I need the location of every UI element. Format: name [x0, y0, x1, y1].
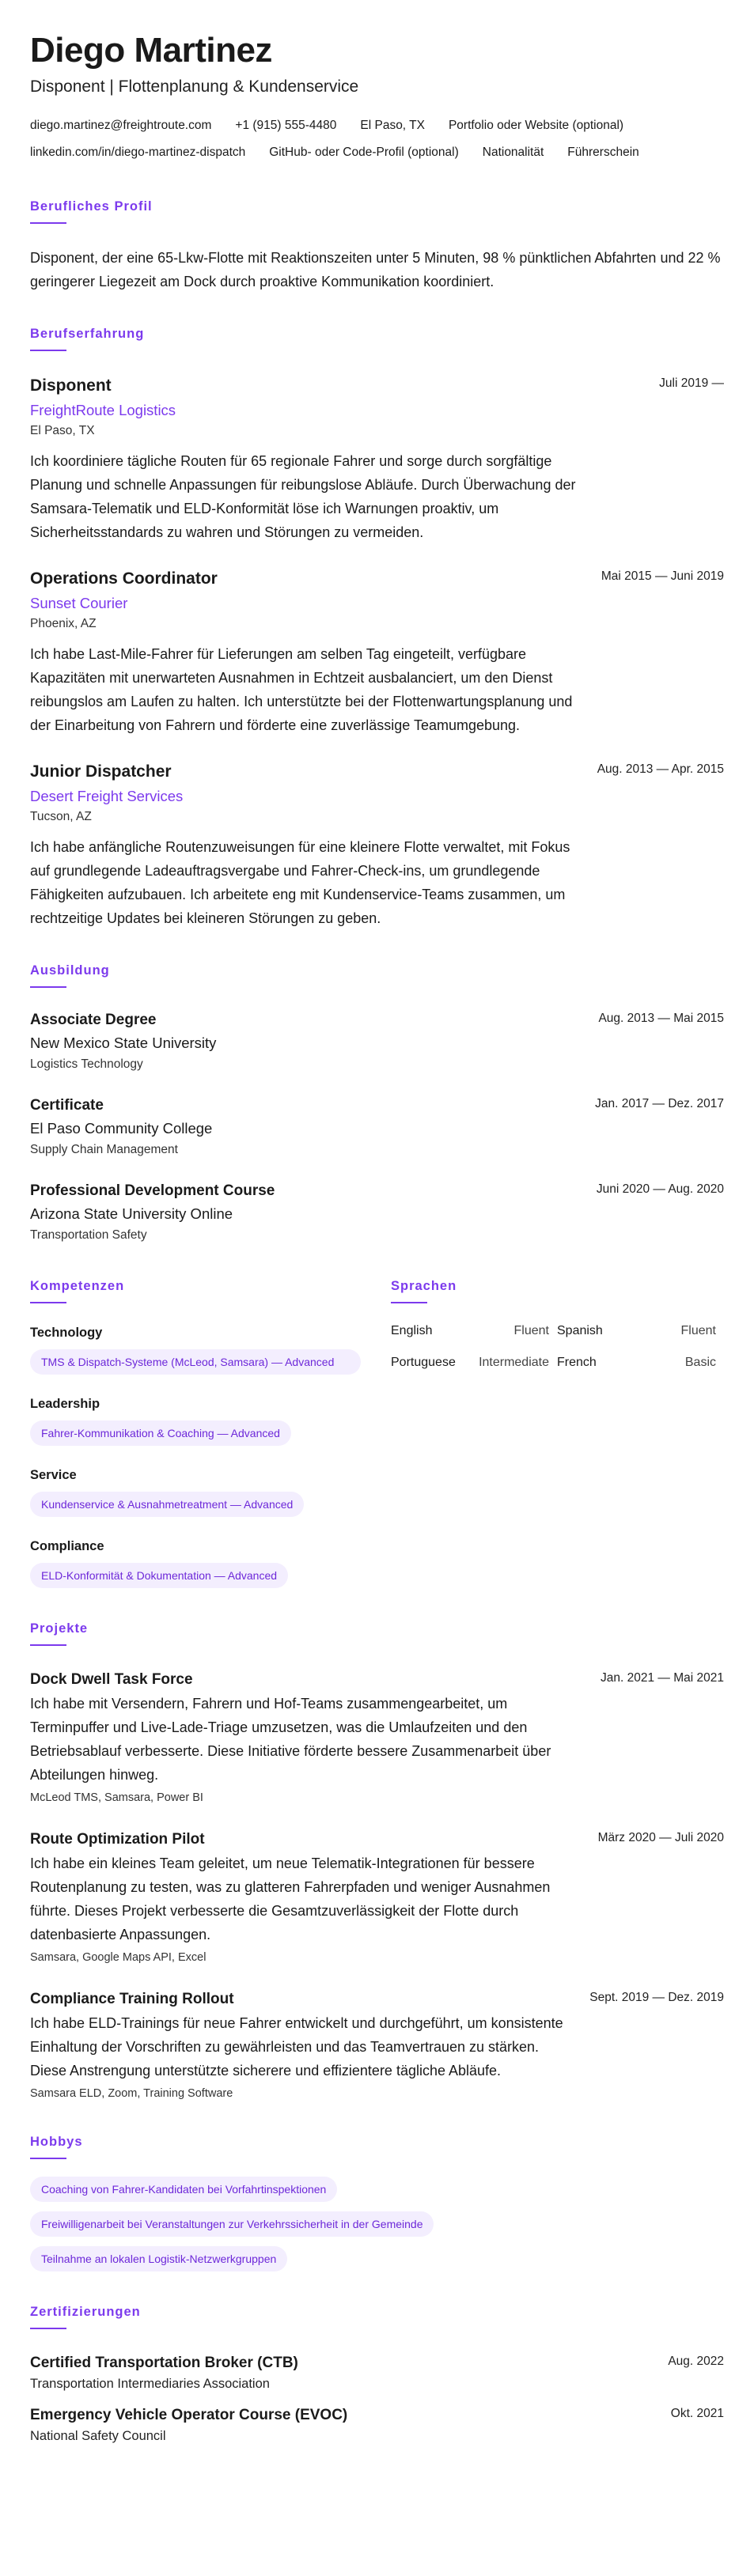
experience-date: Mai 2015 — Juni 2019 [601, 569, 724, 583]
language-list [391, 1324, 724, 1370]
section-projects [30, 1621, 724, 2101]
section-title: Berufliches Profil [30, 199, 153, 214]
profile-summary: Disponent, der eine 65-Lkw-Flotte mit Reaktionszeiten unter 5 Minuten, 98 % pünktlichen Abfahrten und 22 % geringerer Liegezeit am Dock durch proaktive Kommunikation koordiniert. [30, 250, 721, 289]
contact-license: Führerschein [567, 146, 639, 159]
education-school: Arizona State University Online [30, 1205, 233, 1222]
project-date: Jan. 2021 — Mai 2021 [601, 1671, 724, 1685]
skill-category: Leadership [30, 1397, 100, 1411]
certification-date: Aug. 2022 [668, 2355, 724, 2368]
experience-date: Aug. 2013 — Apr. 2015 [597, 762, 724, 776]
experience-title: Junior Dispatcher [30, 762, 172, 781]
experience-company: Desert Freight Services [30, 788, 184, 804]
experience-location: Tucson, AZ [30, 810, 92, 823]
contact-email[interactable]: diego.martinez@freightroute.com [30, 119, 212, 132]
skill-group [30, 1324, 361, 1375]
section-title: Sprachen [391, 1279, 457, 1293]
skill-group [30, 1538, 361, 1588]
experience-description: Ich habe Last-Mile-Fahrer für Lieferungen am selben Tag eingeteilt, verfügbare Kapazitäten mit unerwarteten Ausnahmen in Echtzeit ausbalanciert, um den Dienst reibungslos am Laufen zu halten. Ich unterstützte bei der Flottenwartungsplanung und der Einarbeitung von Fahrern und förderte eine zuverlässige Teamumgebung. [30, 646, 573, 733]
section-title: Hobbys [30, 2135, 83, 2149]
language-name: Portuguese [391, 1356, 456, 1369]
language-level: Fluent [513, 1324, 549, 1337]
education-item [30, 1010, 724, 1073]
education-item [30, 1095, 724, 1159]
section-divider [391, 1302, 427, 1303]
project-item [30, 1670, 724, 1806]
section-divider [30, 222, 66, 224]
project-title: Dock Dwell Task Force [30, 1671, 193, 1688]
contact-list [30, 112, 695, 166]
certification-item [30, 2353, 724, 2393]
section-title: Projekte [30, 1621, 89, 1636]
project-item [30, 1989, 724, 2101]
education-school: El Paso Community College [30, 1120, 213, 1137]
skill-chip: Kundenservice & Ausnahmetreatment — Advanced [30, 1492, 304, 1517]
skill-group [30, 1466, 361, 1517]
section-title: Berufserfahrung [30, 327, 145, 341]
section-profile [30, 199, 724, 293]
education-field: Logistics Technology [30, 1057, 143, 1071]
hobby-chip: Freiwilligenarbeit bei Veranstaltungen zur Verkehrssicherheit in der Gemeinde [30, 2211, 434, 2237]
education-degree: Associate Degree [30, 1012, 157, 1028]
project-tech: Samsara ELD, Zoom, Training Software [30, 2087, 233, 2100]
experience-title: Disponent [30, 376, 112, 395]
language-name: French [557, 1356, 597, 1369]
language-level: Fluent [680, 1324, 716, 1337]
education-school: New Mexico State University [30, 1035, 217, 1051]
section-divider [30, 1644, 66, 1646]
certification-date: Okt. 2021 [670, 2407, 724, 2420]
hobby-chip: Teilnahme an lokalen Logistik-Netzwerkgruppen [30, 2246, 287, 2271]
experience-item [30, 761, 724, 930]
section-experience [30, 327, 724, 930]
skill-group [30, 1395, 361, 1446]
section-divider [30, 2328, 66, 2329]
contact-phone[interactable]: +1 (915) 555-4480 [235, 119, 337, 132]
language-level: Basic [684, 1356, 716, 1369]
section-education [30, 963, 724, 1244]
project-title: Route Optimization Pilot [30, 1831, 205, 1848]
section-divider [30, 350, 66, 351]
skill-category: Compliance [30, 1539, 104, 1553]
contact-linkedin[interactable]: linkedin.com/in/diego-martinez-dispatch [30, 146, 246, 159]
section-skills [30, 1279, 361, 1588]
section-hobbies [30, 2135, 724, 2271]
hobby-chip: Coaching von Fahrer-Kandidaten bei Vorfahrtinspektionen [30, 2177, 337, 2202]
certification-title: Emergency Vehicle Operator Course (EVOC) [30, 2407, 348, 2423]
education-date: Aug. 2013 — Mai 2015 [598, 1012, 724, 1025]
project-date: Sept. 2019 — Dez. 2019 [589, 1991, 724, 2004]
candidate-headline: Disponent | Flottenplanung & Kundenservice [30, 78, 359, 96]
experience-description: Ich koordiniere tägliche Routen für 65 regionale Fahrer und sorge durch sorgfältige Planung und schnelle Anpassungen für reibungslose Abläufe. Durch Überwachung der Samsara-Telematik und ELD-Konformität löse ich Warnungen proaktiv, um Sicherheitsstandards zu wahren und Störungen zu vermeiden. [30, 453, 576, 540]
education-item [30, 1181, 724, 1244]
section-divider [30, 1302, 66, 1303]
section-divider [30, 2158, 66, 2159]
experience-title: Operations Coordinator [30, 569, 218, 588]
skill-chip: ELD-Konformität & Dokumentation — Advanced [30, 1563, 288, 1588]
contact-github[interactable]: GitHub- oder Code-Profil (optional) [269, 146, 459, 159]
project-item [30, 1829, 724, 1965]
project-description: Ich habe ein kleines Team geleitet, um neue Telematik-Integrationen für bessere Routenplanung zu testen, was zu glatteren Fahrerpfaden und weniger Ausnahmen führte. Dieses Projekt verbesserte die Gesamtzuverlässigkeit der Flotte durch datenbasierte Anpassungen. [30, 1855, 551, 1942]
resume-header [30, 30, 724, 166]
certification-item [30, 2405, 724, 2445]
education-date: Juni 2020 — Aug. 2020 [596, 1182, 724, 1196]
language-level: Intermediate [479, 1356, 549, 1369]
experience-description: Ich habe anfängliche Routenzuweisungen für eine kleinere Flotte verwaltet, mit Fokus auf grundlegende Ladeauftragsvergabe und Fahrer-Check-ins, um grundlegende Fähigkeiten aufzubauen. Ich arbeitete eng mit Kundenservice-Teams zusammen, um rechtzeitige Updates bei kleineren Störungen zu geben. [30, 839, 570, 926]
section-certifications [30, 2305, 724, 2445]
contact-nationality: Nationalität [482, 146, 544, 159]
experience-item [30, 568, 724, 737]
contact-location: El Paso, TX [360, 119, 425, 132]
section-divider [30, 986, 66, 988]
skills-languages-row [30, 1279, 724, 1588]
skill-chip: Fahrer-Kommunikation & Coaching — Advanced [30, 1420, 291, 1446]
skill-category: Service [30, 1468, 77, 1482]
project-description: Ich habe mit Versendern, Fahrern und Hof-Teams zusammengearbeitet, um Terminpuffer und Live-Lade-Triage umzusetzen, was die Umlaufzeiten und den Betriebsablauf verbesserte. Diese Initiative förderte bessere Zusammenarbeit über Abteilungen hinweg. [30, 1696, 551, 1783]
section-title: Ausbildung [30, 963, 110, 978]
section-languages [391, 1279, 724, 1588]
education-degree: Certificate [30, 1097, 104, 1114]
education-field: Transportation Safety [30, 1228, 147, 1242]
experience-company: Sunset Courier [30, 595, 128, 611]
project-description: Ich habe ELD-Trainings für neue Fahrer entwickelt und durchgeführt, um konsistente Einhaltung der Vorschriften zu gewährleisten und das Teamvertrauen zu stärken. Diese Anstrengung unterstützte sicherere und effizientere tägliche Abläufe. [30, 2015, 563, 2079]
certification-issuer: National Safety Council [30, 2429, 166, 2443]
project-date: März 2020 — Juli 2020 [597, 1831, 724, 1844]
education-date: Jan. 2017 — Dez. 2017 [595, 1097, 724, 1110]
hobby-list [30, 2177, 724, 2271]
certification-title: Certified Transportation Broker (CTB) [30, 2355, 298, 2371]
contact-portfolio[interactable]: Portfolio oder Website (optional) [448, 119, 624, 132]
experience-item [30, 375, 724, 544]
experience-location: Phoenix, AZ [30, 617, 97, 630]
experience-date: Juli 2019 — [659, 376, 724, 390]
language-name: Spanish [557, 1324, 603, 1337]
candidate-name: Diego Martinez [30, 31, 272, 70]
experience-location: El Paso, TX [30, 424, 95, 437]
education-field: Supply Chain Management [30, 1143, 178, 1156]
project-tech: Samsara, Google Maps API, Excel [30, 1951, 206, 1964]
experience-company: FreightRoute Logistics [30, 402, 176, 418]
certification-issuer: Transportation Intermediaries Association [30, 2377, 270, 2391]
education-degree: Professional Development Course [30, 1182, 275, 1199]
section-title: Zertifizierungen [30, 2305, 141, 2319]
section-title: Kompetenzen [30, 1279, 125, 1293]
skill-category: Technology [30, 1326, 103, 1340]
project-title: Compliance Training Rollout [30, 1991, 234, 2007]
skill-chip: TMS & Dispatch-Systeme (McLeod, Samsara) — Advanced [30, 1349, 361, 1375]
language-name: English [391, 1324, 433, 1337]
project-tech: McLeod TMS, Samsara, Power BI [30, 1791, 203, 1804]
